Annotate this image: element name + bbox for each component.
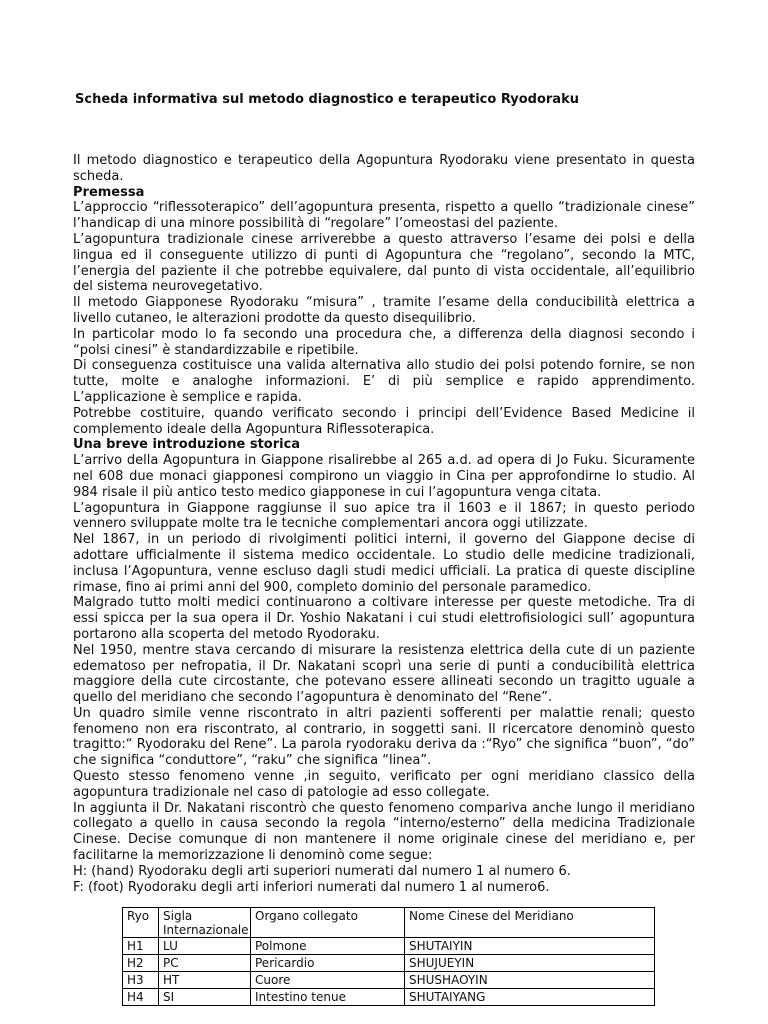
table-header-cell: Organo collegato [251,908,405,938]
table-cell: SHUJUEYIN [405,955,655,972]
table-row [123,989,655,1006]
table-cell: Intestino tenue [251,989,405,1006]
table-cell: Cuore [251,972,405,989]
table-cell: Polmone [251,938,405,955]
table-cell: H1 [123,938,159,955]
table-cell: Pericardio [251,955,405,972]
paragraph: Il metodo Giapponese Ryodoraku “misura” , tramite l’esame della conducibilità elettrica a livello cutaneo, le alterazioni prodotte da questo disequilibrio. [73,295,695,326]
section-heading: Una breve introduzione storica [73,437,301,453]
paragraph: F: (foot) Ryodoraku degli arti inferiori numerati dal numero 1 al numero6. [73,879,550,895]
paragraph: Nel 1950, mentre stava cercando di misurare la resistenza elettrica della cute di un paziente edematoso per nefropatia, il Dr. Nakatani scoprì una serie di punti a conducibilità elettrica maggiore della cute circostante, che potevano essere allineati secondo un tragitto uguale a quello del meridiano che secondo l’agopuntura è denominato del “Rene”. [73,642,695,706]
table-cell: SHUTAIYIN [405,938,655,955]
paragraph: Potrebbe costituire, quando verificato secondo i principi dell’Evidence Based Medicine il complemento ideale della Agopuntura Riflessoterapica. [73,405,695,437]
paragraph: H: (hand) Ryodoraku degli arti superiori numerati dal numero 1 al numero 6. [73,863,571,879]
paragraph: Malgrado tutto molti medici continuarono a coltivare interesse per queste metodiche. Tra di essi spicca per la sua opera il Dr. Yoshio Nakatani i cui studi elettrofisiologici sull’ agopuntura portarono alla scoperta del metodo Ryodoraku. [73,595,695,642]
paragraph: In particolar modo lo fa secondo una procedura che, a differenza della diagnosi secondo i “polsi cinesi” è standardizzabile e ripetibile. [73,326,695,358]
table-cell: SHUSHAOYIN [405,972,655,989]
paragraph: L’agopuntura in Giappone raggiunse il suo apice tra il 1603 e il 1867; in questo periodo vennero sviluppate molte tra le tecniche complementari ancora oggi utilizzate. [73,500,695,532]
table-cell: HT [159,972,251,989]
document-body [73,153,695,895]
table-cell: H3 [123,972,159,989]
table-row [123,972,655,989]
table-cell: H4 [123,989,159,1006]
document-title: Scheda informativa sul metodo diagnostico e terapeutico Ryodoraku [75,92,579,107]
paragraph: Il metodo diagnostico e terapeutico della Agopuntura Ryodoraku viene presentato in questa scheda. [73,153,695,184]
section-heading: Premessa [73,184,145,200]
table-header-cell: Nome Cinese del Meridiano [405,908,655,938]
paragraph: L’approccio “riflessoterapico” dell’agopuntura presenta, rispetto a quello “tradizionale cinese” l’handicap di una minore possibilità di “regolare” l’omeostasi del paziente. [73,200,695,232]
paragraph: Questo stesso fenomeno venne ,in seguito, verificato per ogni meridiano classico della agopuntura tradizionale nel caso di patologie ad esso collegate. [73,769,695,800]
table-row [123,955,655,972]
table-cell: SHUTAIYANG [405,989,655,1006]
paragraph: L’agopuntura tradizionale cinese arriverebbe a questo attraverso l’esame dei polsi e della lingua ed il conseguente utilizzo di punti di Agopuntura che “regolano”, secondo la MTC, l’energia del paziente il che potrebbe equivalere, dal punto di vista occidentale, all’equilibrio del sistema neurovegetativo. [73,231,695,295]
table-cell: PC [159,955,251,972]
paragraph: L’arrivo della Agopuntura in Giappone risalirebbe al 265 a.d. ad opera di Jo Fuku. Sicuramente nel 608 due monaci giapponesi compirono un viaggio in Cina per approfondirne lo studio. Al 984 risale il più antico testo medico giapponese in cui l’agopuntura venga citata. [73,453,695,500]
table-header-row [123,908,655,938]
table-row [123,938,655,955]
paragraph: Un quadro simile venne riscontrato in altri pazienti sofferenti per malattie renali; questo fenomeno non era riscontrato, al contrario, in soggetti sani. Il ricercatore denominò questo tragitto:“ Ryodoraku del Rene”. La parola ryodoraku deriva da :“Ryo” che significa “buon”, “do” che significa “conduttore”, “raku” che significa “linea”. [73,705,695,769]
table-header-cell: Ryo [123,908,159,938]
meridian-table [122,907,655,1006]
table-cell: SI [159,989,251,1006]
paragraph: Di conseguenza costituisce una valida alternativa allo studio dei polsi potendo fornire, se non tutte, molte e analoghe informazioni. E’ di più semplice e rapido apprendimento. L’applicazione è semplice e rapida. [73,358,695,405]
table-cell: H2 [123,955,159,972]
paragraph: In aggiunta il Dr. Nakatani riscontrò che questo fenomeno compariva anche lungo il meridiano collegato a quello in causa secondo la regola “interno/esterno” della medicina Tradizionale Cinese. Decise comunque di non mantenere il nome originale cinese del meridiano e, per facilitarne la memorizzazione li denominò come segue: [73,800,695,864]
table-header-cell: Sigla Internazionale [159,908,251,938]
table-cell: LU [159,938,251,955]
paragraph: Nel 1867, in un periodo di rivolgimenti politici interni, il governo del Giappone decise di adottare ufficialmente il sistema medico occidentale. Lo studio delle medicine tradizionali, inclusa l’Agopuntura, venne escluso dagli studi medici ufficiali. La pratica di queste discipline rimase, fino ai primi anni del 900, completo dominio del personale paramedico. [73,532,695,595]
